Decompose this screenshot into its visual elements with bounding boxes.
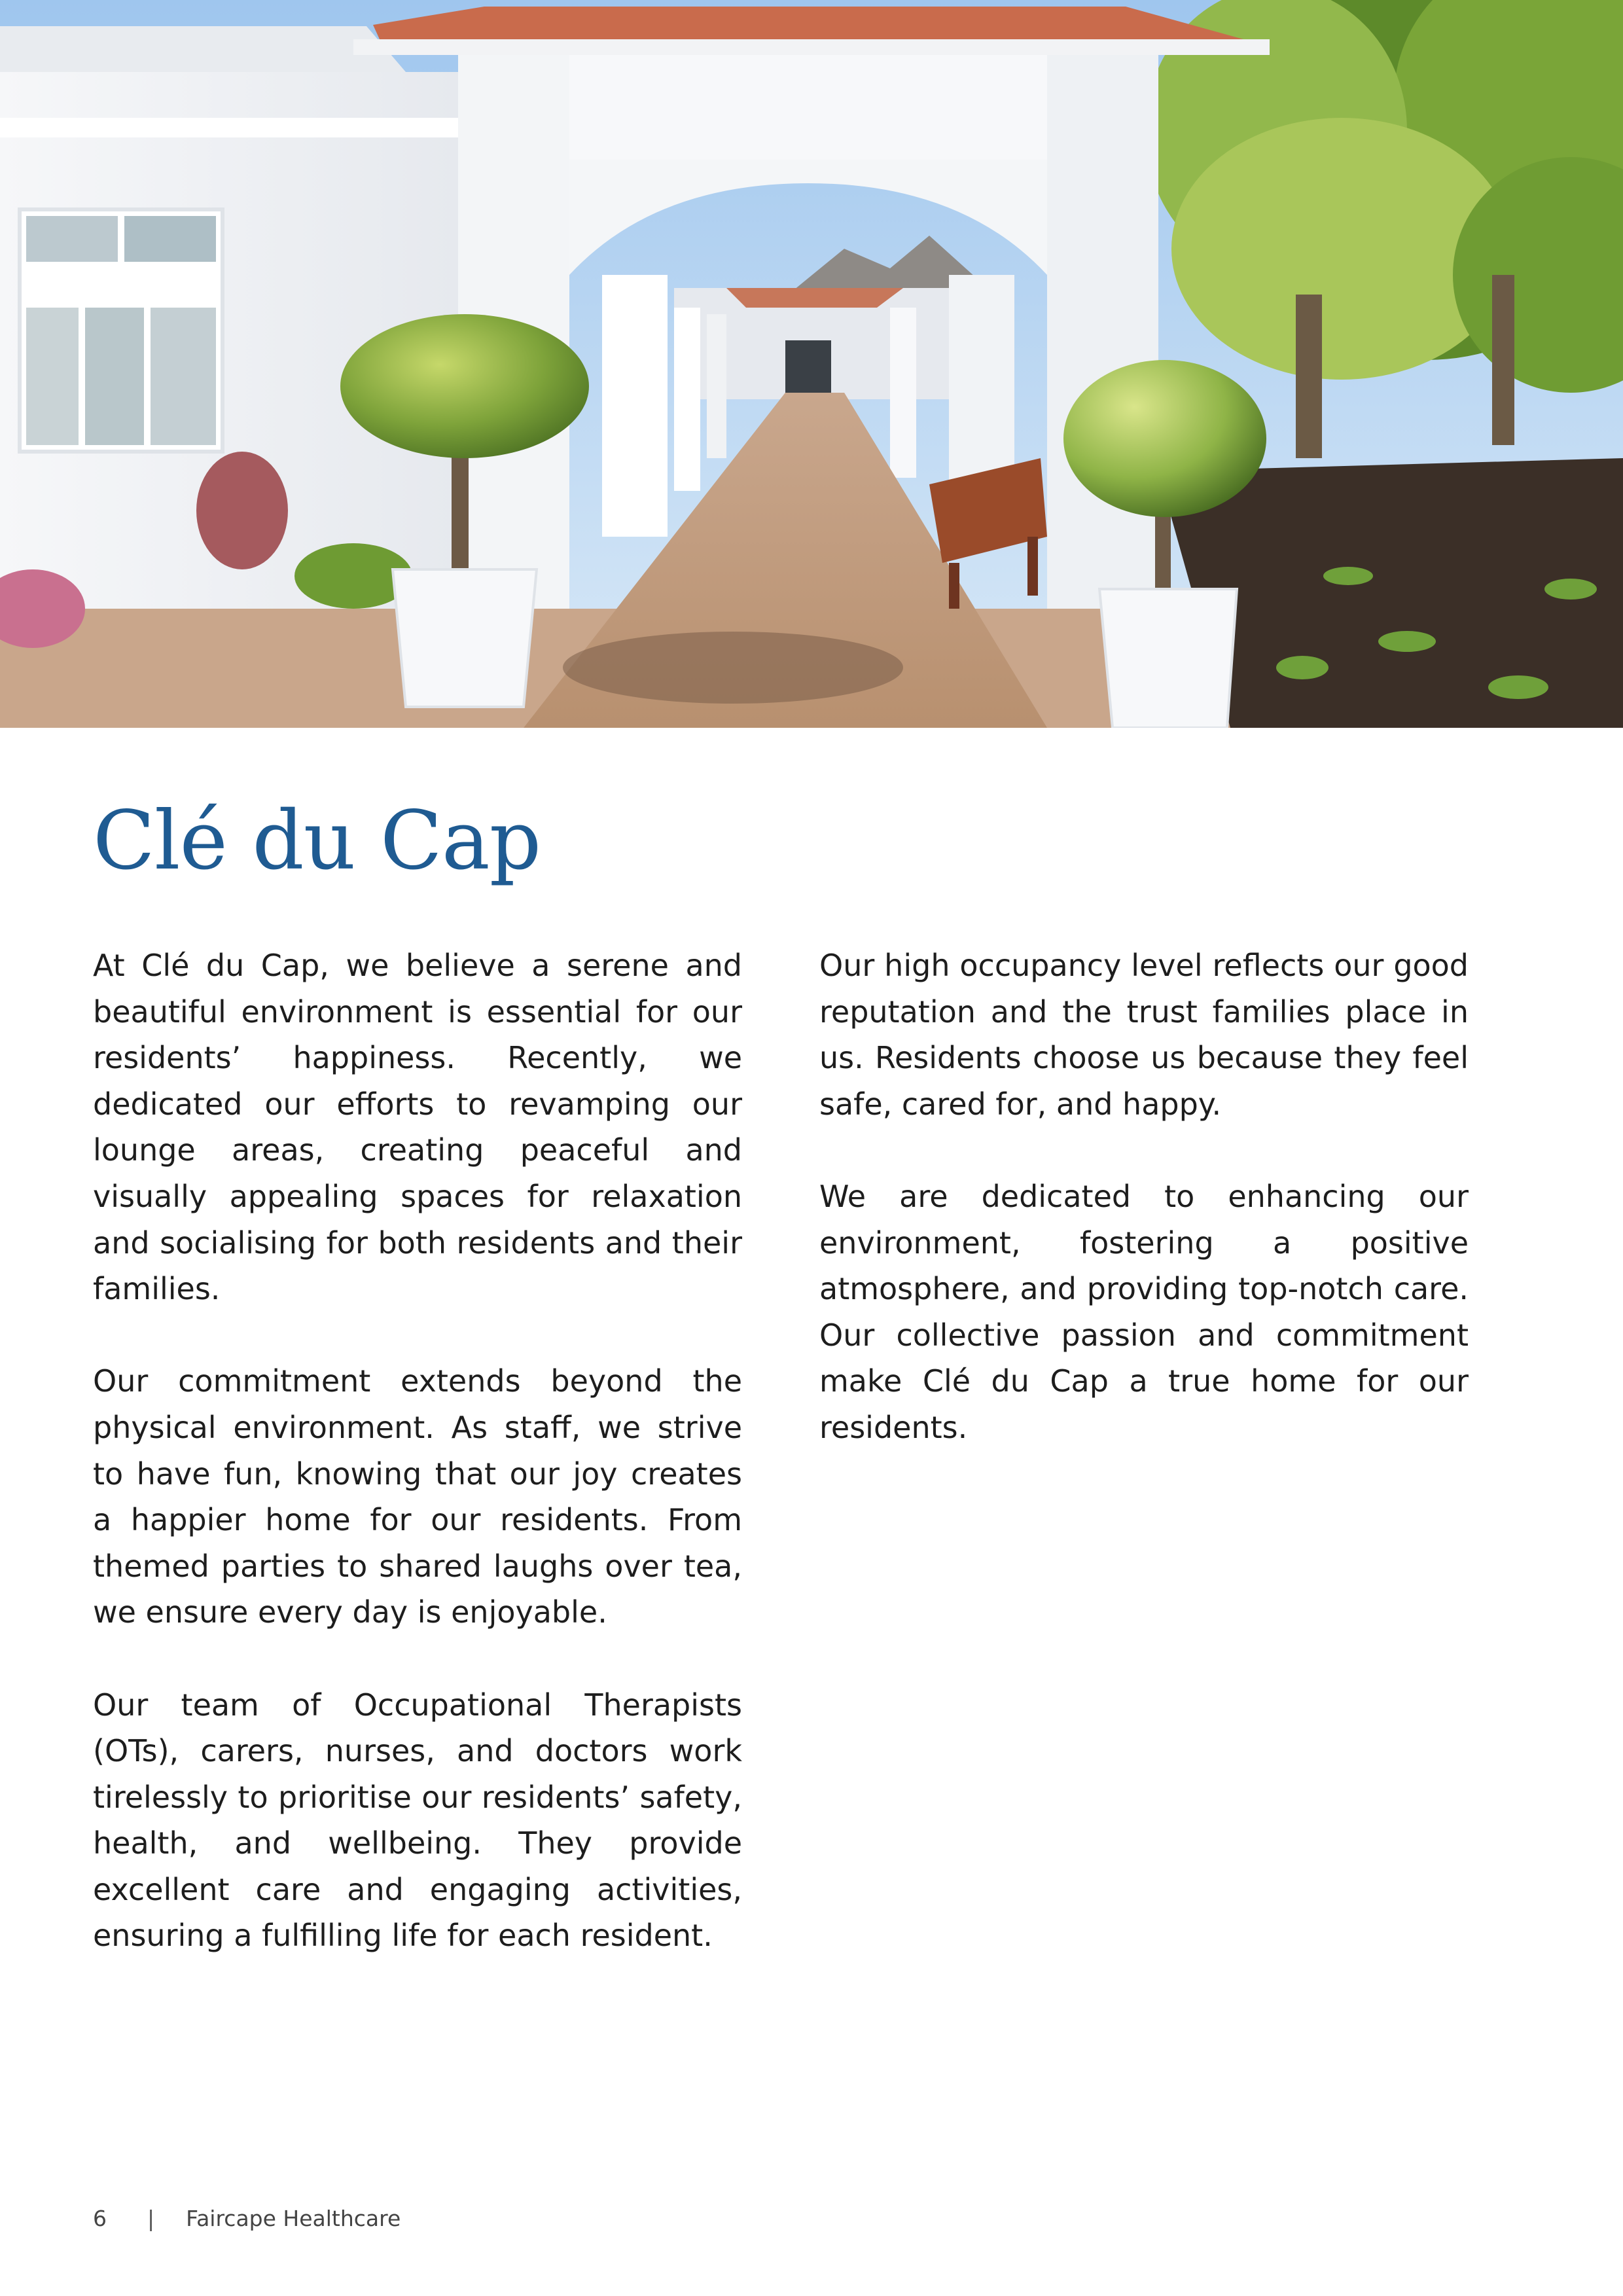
paragraph-dedication: We are dedicated to enhancing our environment, fostering a positive atmosphere, and providing top-notch care. Our collective passion and commitment make Clé du Cap a true home for our residents. (819, 1178, 1469, 1445)
hero-photo (0, 0, 1623, 728)
page-footer (93, 2199, 401, 2238)
tiled-roof (353, 7, 1270, 55)
paragraph-commitment: Our commitment extends beyond the physical environment. As staff, we strive to have fun, knowing that our joy creates a happier home for our residents. From themed parties to shared laughs over tea, we ensure every day is enjoyable. (93, 1363, 742, 1630)
page-title: Clé du Cap (93, 794, 541, 888)
paragraph-environment: At Clé du Cap, we believe a serene and beautiful environment is essential for our residents’ happiness. Recently, we dedicated our efforts to revamping our lounge areas, creating peaceful and visually appealing spaces for relaxation and socialising for both residents and their families. (93, 948, 742, 1307)
footer-brand: Faircape Healthcare (186, 2206, 401, 2231)
body-column-left (93, 942, 742, 2005)
page-number: 6 (93, 2206, 107, 2231)
paragraph-occupancy: Our high occupancy level reflects our good reputation and the trust families place in us. Residents choose us because they feel safe, cared for, and happy. (819, 948, 1469, 1122)
footer-separator: | (147, 2206, 155, 2231)
paragraph-care-team: Our team of Occupational Therapists (OTs), carers, nurses, and doctors work tirelessly to prioritise our residents’ safety, health, and wellbeing. They provide excellent care and engaging activities, ensuring a fulfilling life for each resident. (93, 1687, 742, 1954)
courtyard-illustration (0, 0, 1623, 728)
body-column-right (819, 942, 1469, 1497)
